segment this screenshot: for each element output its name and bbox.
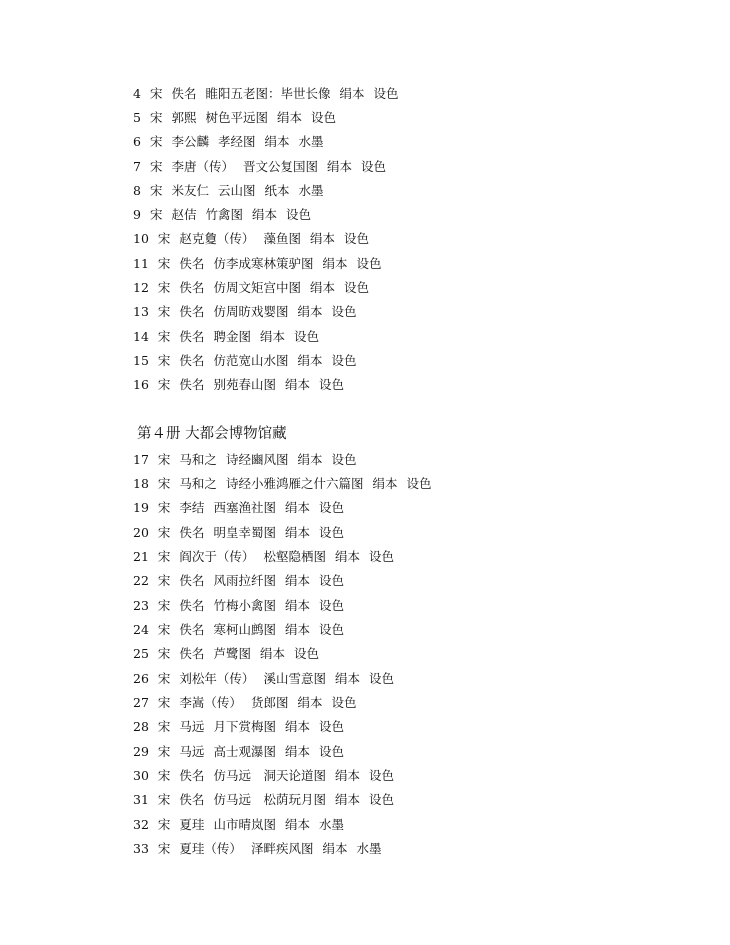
entry-dynasty: 宋 [157, 573, 171, 588]
entry-artist: 阎次于（传） [179, 549, 255, 564]
entry-medium: 绢本 [297, 353, 323, 368]
entry-title: 竹梅小禽图 [213, 598, 276, 613]
entry-number: 7 [133, 159, 141, 174]
entry-artist: 佚名 [179, 792, 205, 807]
entry-style: 设色 [318, 719, 344, 734]
entry-title: 溪山雪意图 [263, 671, 326, 686]
entry-artist: 佚名 [179, 622, 205, 637]
entry-medium: 绢本 [284, 744, 310, 759]
entry-artist: 佚名 [179, 768, 205, 783]
entry-dynasty: 宋 [157, 841, 171, 856]
entry-dynasty: 宋 [157, 525, 171, 540]
entry-title: 诗经小雅鸿雁之什六篇图 [225, 476, 364, 491]
entry-artist: 佚名 [171, 86, 197, 101]
entry-dynasty: 宋 [149, 134, 163, 149]
entry-title: 诗经豳风图 [225, 452, 289, 467]
entry-medium: 绢本 [284, 500, 310, 515]
entry-medium: 绢本 [334, 671, 360, 686]
entry-dynasty: 宋 [157, 646, 171, 661]
catalog-entry [133, 206, 320, 224]
entry-medium: 绢本 [327, 159, 353, 174]
entry-dynasty: 宋 [149, 159, 163, 174]
entry-medium: 绢本 [259, 329, 285, 344]
entry-medium: 绢本 [339, 86, 365, 101]
entry-artist: 马远 [179, 744, 205, 759]
catalog-entry [133, 743, 353, 761]
entry-title: 聘金图 [213, 329, 251, 344]
entry-title: 晋文公复国图 [242, 159, 318, 174]
section-heading: 第４册 大都会博物馆藏 [137, 426, 287, 442]
entry-style: 设色 [343, 280, 369, 295]
entry-number: 25 [133, 646, 149, 661]
entry-dynasty: 宋 [157, 719, 171, 734]
entry-medium: 绢本 [297, 452, 323, 467]
entry-dynasty: 宋 [157, 622, 171, 637]
entry-medium: 绢本 [334, 768, 360, 783]
entry-title: 睢阳五老图：毕世长像 [205, 86, 331, 101]
catalog-entry [133, 840, 390, 858]
entry-style: 设色 [286, 207, 312, 222]
entry-title: 仿周文矩宫中图 [213, 280, 301, 295]
entry-artist: 佚名 [179, 377, 205, 392]
catalog-entry [133, 694, 365, 712]
entry-medium: 绢本 [284, 622, 310, 637]
entry-artist: 李结 [179, 500, 205, 515]
entry-style: 设色 [368, 549, 394, 564]
entry-number: 17 [133, 452, 149, 467]
entry-dynasty: 宋 [157, 695, 171, 710]
entry-style: 设色 [318, 500, 344, 515]
entry-medium: 绢本 [334, 792, 360, 807]
entry-medium: 绢本 [297, 304, 323, 319]
entry-number: 24 [133, 622, 149, 637]
entry-medium: 绢本 [284, 377, 310, 392]
entry-title: 寒柯山鹧图 [213, 622, 276, 637]
catalog-entry [133, 718, 353, 736]
entry-style: 设色 [406, 476, 432, 491]
entry-style: 设色 [293, 329, 319, 344]
entry-number: 26 [133, 671, 149, 686]
catalog-entry [133, 376, 353, 394]
entry-style: 设色 [331, 452, 357, 467]
entry-title: 货郎图 [250, 695, 289, 710]
catalog-entry [133, 791, 403, 809]
entry-number: 8 [133, 183, 141, 198]
entry-medium: 绢本 [264, 134, 290, 149]
catalog-entry [133, 109, 345, 127]
entry-style: 水墨 [356, 841, 382, 856]
catalog-entry [133, 816, 353, 834]
entry-title: 松壑隐栖图 [263, 549, 326, 564]
entry-number: 15 [133, 353, 149, 368]
entry-title: 明皇幸蜀图 [213, 525, 276, 540]
entry-dynasty: 宋 [157, 549, 171, 564]
entry-style: 水墨 [318, 817, 344, 832]
catalog-entry [133, 621, 353, 639]
entry-number: 27 [133, 695, 149, 710]
catalog-entry [133, 352, 365, 370]
catalog-entry [133, 85, 408, 103]
entry-medium: 绢本 [322, 256, 348, 271]
entry-dynasty: 宋 [157, 329, 171, 344]
entry-number: 14 [133, 329, 149, 344]
entry-style: 设色 [331, 353, 357, 368]
catalog-entry [133, 328, 328, 346]
catalog-entry [133, 451, 365, 469]
entry-number: 18 [133, 476, 149, 491]
entry-artist: 佚名 [179, 573, 205, 588]
entry-style: 水墨 [298, 134, 324, 149]
entry-dynasty: 宋 [157, 256, 171, 271]
catalog-entry [133, 597, 353, 615]
entry-number: 4 [133, 86, 141, 101]
entry-medium: 绢本 [284, 817, 310, 832]
entry-artist: 马和之 [179, 476, 217, 491]
entry-title: 仿马远 松荫玩月图 [213, 792, 326, 807]
entry-medium: 绢本 [322, 841, 348, 856]
entry-dynasty: 宋 [157, 476, 171, 491]
entry-dynasty: 宋 [157, 304, 171, 319]
entry-style: 设色 [318, 598, 344, 613]
entry-title: 别苑春山图 [213, 377, 276, 392]
entry-dynasty: 宋 [157, 452, 171, 467]
entry-number: 6 [133, 134, 141, 149]
entry-dynasty: 宋 [157, 353, 171, 368]
entry-style: 设色 [343, 231, 369, 246]
entry-artist: 佚名 [179, 280, 205, 295]
catalog-entry [133, 158, 395, 176]
entry-style: 设色 [368, 768, 394, 783]
entry-title: 风雨拉纤图 [213, 573, 276, 588]
entry-title: 仿李成寒林策驴图 [213, 256, 314, 271]
entry-number: 22 [133, 573, 149, 588]
entry-medium: 绢本 [297, 695, 323, 710]
entry-style: 设色 [318, 744, 344, 759]
catalog-entry [133, 572, 353, 590]
entry-style: 设色 [293, 646, 319, 661]
entry-style: 设色 [331, 695, 357, 710]
entry-title: 西塞渔社图 [213, 500, 276, 515]
entry-medium: 绢本 [284, 598, 310, 613]
catalog-entry [133, 255, 390, 273]
entry-medium: 绢本 [334, 549, 360, 564]
entry-title: 泽畔疾风图 [250, 841, 314, 856]
entry-number: 29 [133, 744, 149, 759]
entry-artist: 佚名 [179, 304, 205, 319]
entry-artist: 佚名 [179, 329, 205, 344]
catalog-entry [133, 499, 353, 517]
entry-artist: 米友仁 [171, 183, 209, 198]
entry-artist: 夏珪 [179, 817, 205, 832]
entry-medium: 绢本 [309, 280, 335, 295]
entry-title: 仿周昉戏婴图 [213, 304, 289, 319]
entry-number: 5 [133, 110, 141, 125]
entry-artist: 李嵩（传） [179, 695, 242, 710]
entry-style: 设色 [331, 304, 357, 319]
entry-title: 芦鹭图 [213, 646, 251, 661]
entry-number: 13 [133, 304, 149, 319]
entry-style: 设色 [361, 159, 387, 174]
catalog-entry [133, 303, 365, 321]
entry-title: 山市晴岚图 [213, 817, 276, 832]
catalog-entry [133, 670, 403, 688]
entry-number: 31 [133, 792, 149, 807]
entry-dynasty: 宋 [157, 598, 171, 613]
entry-medium: 绢本 [372, 476, 398, 491]
entry-number: 11 [133, 256, 149, 271]
entry-artist: 郭熙 [171, 110, 197, 125]
catalog-entry [133, 645, 328, 663]
entry-title: 藻鱼图 [263, 231, 301, 246]
entry-medium: 绢本 [284, 525, 310, 540]
entry-title: 高士观瀑图 [213, 744, 276, 759]
entry-title: 孝经图 [217, 134, 256, 149]
entry-number: 9 [133, 207, 141, 222]
catalog-entry [133, 279, 378, 297]
entry-dynasty: 宋 [157, 792, 171, 807]
entry-style: 设色 [368, 671, 394, 686]
catalog-entry [133, 475, 440, 493]
entry-dynasty: 宋 [157, 231, 171, 246]
entry-number: 20 [133, 525, 149, 540]
entry-style: 设色 [318, 622, 344, 637]
entry-artist: 佚名 [179, 353, 205, 368]
entry-medium: 绢本 [284, 573, 310, 588]
entry-title: 树色平远图 [205, 110, 268, 125]
entry-medium: 绢本 [309, 231, 335, 246]
catalog-entry [133, 230, 378, 248]
catalog-entry [133, 767, 403, 785]
entry-artist: 佚名 [179, 256, 205, 271]
entry-style: 设色 [356, 256, 382, 271]
entry-number: 10 [133, 231, 149, 246]
entry-medium: 绢本 [277, 110, 303, 125]
entry-number: 16 [133, 377, 149, 392]
catalog-entry [133, 133, 333, 151]
entry-style: 设色 [318, 573, 344, 588]
entry-number: 12 [133, 280, 149, 295]
entry-artist: 佚名 [179, 646, 205, 661]
entry-artist: 佚名 [179, 598, 205, 613]
entry-style: 水墨 [298, 183, 324, 198]
entry-style: 设色 [368, 792, 394, 807]
entry-artist: 夏珪（传） [179, 841, 242, 856]
entry-artist: 李公麟 [171, 134, 209, 149]
entry-title: 云山图 [217, 183, 256, 198]
catalog-entry [133, 182, 333, 200]
entry-artist: 赵克敻（传） [179, 231, 255, 246]
entry-dynasty: 宋 [149, 207, 163, 222]
catalog-entry [133, 548, 403, 566]
entry-title: 仿范宽山水图 [213, 353, 289, 368]
entry-dynasty: 宋 [157, 817, 171, 832]
entry-title: 仿马远 洞天论道图 [213, 768, 326, 783]
entry-dynasty: 宋 [149, 110, 163, 125]
entry-title: 竹禽图 [205, 207, 243, 222]
entry-dynasty: 宋 [157, 744, 171, 759]
entry-artist: 佚名 [179, 525, 205, 540]
entry-style: 设色 [318, 377, 344, 392]
entry-dynasty: 宋 [149, 86, 163, 101]
entry-dynasty: 宋 [157, 377, 171, 392]
entry-dynasty: 宋 [157, 671, 171, 686]
entry-title: 月下赏梅图 [213, 719, 276, 734]
entry-style: 设色 [311, 110, 337, 125]
entry-number: 19 [133, 500, 149, 515]
entry-style: 设色 [373, 86, 399, 101]
entry-dynasty: 宋 [157, 500, 171, 515]
entry-number: 23 [133, 598, 149, 613]
entry-medium: 纸本 [264, 183, 290, 198]
entry-number: 33 [133, 841, 149, 856]
entry-number: 32 [133, 817, 149, 832]
entry-dynasty: 宋 [149, 183, 163, 198]
entry-artist: 赵佶 [171, 207, 197, 222]
entry-number: 28 [133, 719, 149, 734]
catalog-entry [133, 524, 353, 542]
entry-medium: 绢本 [259, 646, 285, 661]
entry-dynasty: 宋 [157, 768, 171, 783]
entry-artist: 刘松年（传） [179, 671, 255, 686]
entry-artist: 李唐（传） [171, 159, 234, 174]
entry-dynasty: 宋 [157, 280, 171, 295]
entry-artist: 马和之 [179, 452, 217, 467]
entry-number: 21 [133, 549, 149, 564]
entry-number: 30 [133, 768, 149, 783]
entry-artist: 马远 [179, 719, 205, 734]
entry-medium: 绢本 [252, 207, 278, 222]
entry-medium: 绢本 [284, 719, 310, 734]
entry-style: 设色 [318, 525, 344, 540]
